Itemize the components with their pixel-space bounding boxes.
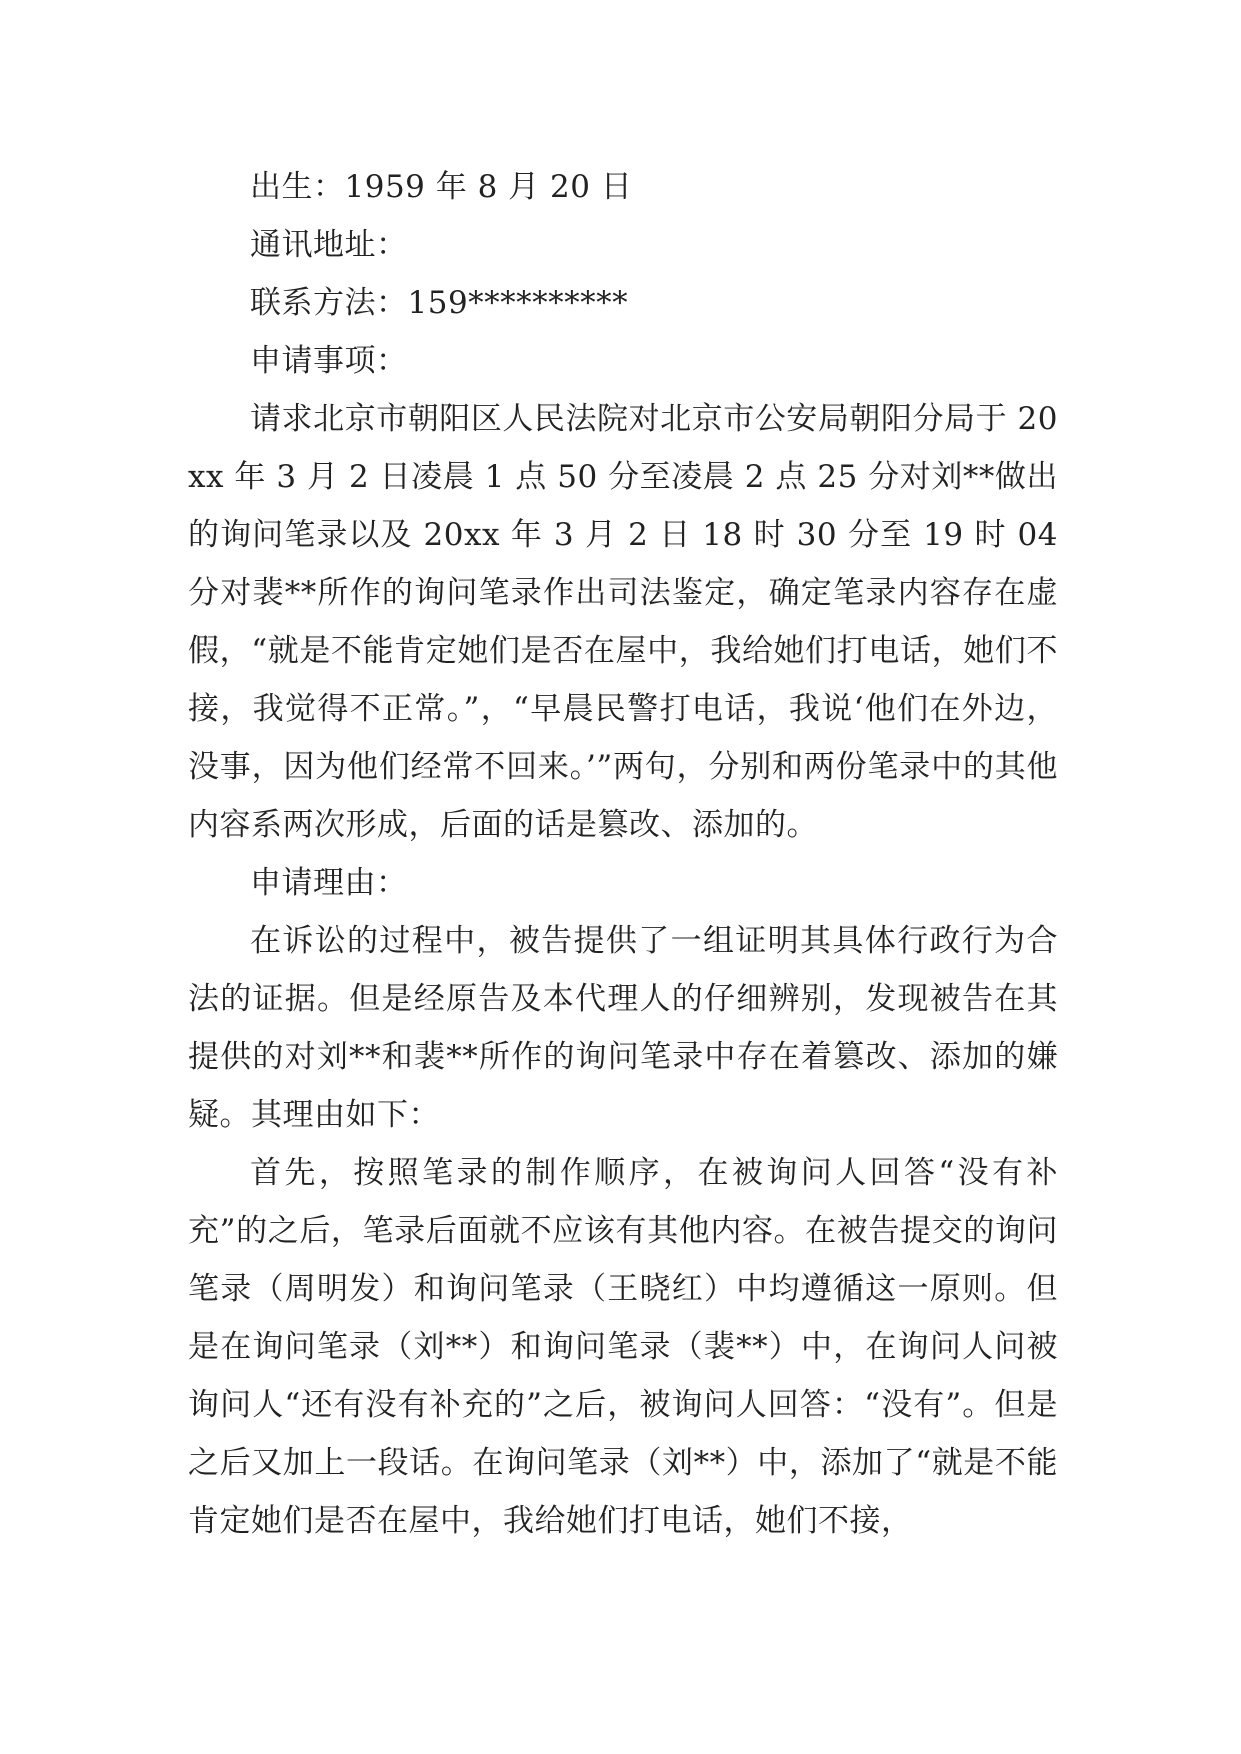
contact-line: 联系方法：159**********	[250, 285, 629, 321]
birth-date-line: 出生：1959 年 8 月 20 日	[250, 169, 633, 205]
reason-paragraph-2: 首先，按照笔录的制作顺序，在被询问人回答“没有补充”的之后，笔录后面就不应该有其他内容。在被告提交的询问笔录（周明发）和询问笔录（王晓红）中均遵循这一原则。但是在询问笔录（刘**）和询问笔录（裴**）中，在询问人问被询问人“还有没有补充的”之后，被询问人回答：“没有”。但是之后又加上一段话。在询问笔录（刘**）中，添加了“就是不能肯定她们是否在屋中，我给她们打电话，她们不接，	[188, 1155, 1058, 1539]
request-heading: 申请事项：	[250, 343, 408, 379]
document-body	[188, 158, 1058, 1550]
address-line: 通讯地址：	[250, 227, 408, 263]
request-paragraph: 请求北京市朝阳区人民法院对北京市公安局朝阳分局于 20xx 年 3 月 2 日凌晨 1 点 50 分至凌晨 2 点 25 分对刘**做出的询问笔录以及 20xx 年 3 月 2 日 18 时 30 分至 19 时 04 分对裴**所作的询问笔录作出司法鉴定，确定笔录内容存在虚假，“就是不能肯定她们是否在屋中，我给她们打电话，她们不接，我觉得不正常。”，“早晨民警打电话，我说‘他们在外边，没事，因为他们经常不回来。’”两句，分别和两份笔录中的其他内容系两次形成，后面的话是篡改、添加的。	[188, 401, 1058, 843]
reason-heading: 申请理由：	[250, 865, 408, 901]
reason-paragraph-1: 在诉讼的过程中，被告提供了一组证明其具体行政行为合法的证据。但是经原告及本代理人的仔细辨别，发现被告在其提供的对刘**和裴**所作的询问笔录中存在着篡改、添加的嫌疑。其理由如下：	[188, 923, 1058, 1133]
